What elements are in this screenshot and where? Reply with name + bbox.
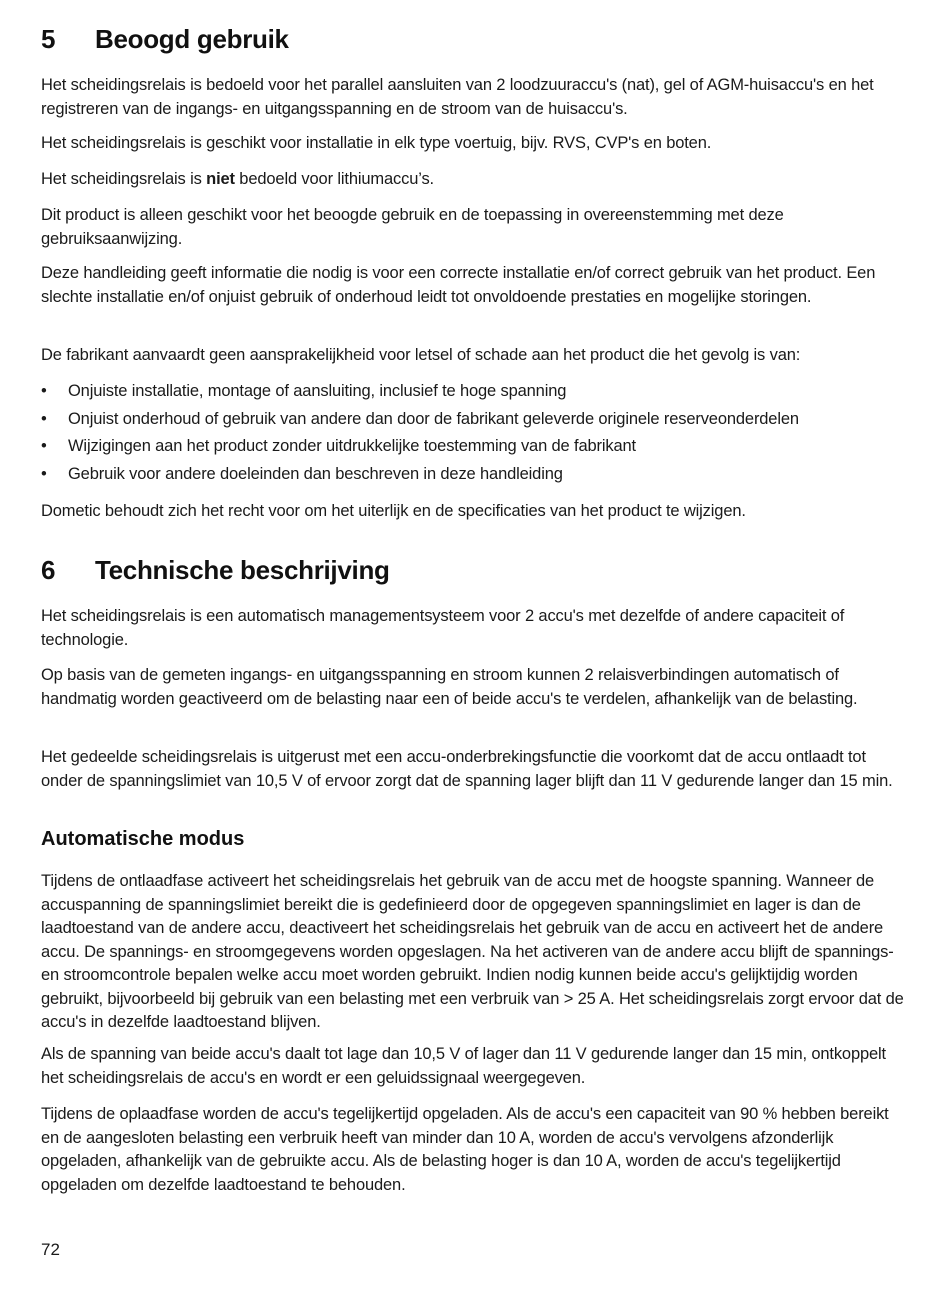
paragraph: Tijdens de oplaadfase worden de accu's tegelijkertijd opgeladen. Als de accu's een capaciteit van 90 % hebben bereikt en de aangesloten belasting een verbruik heeft van minder dan 10 A, worden de accu's vervolgens afzonderlijk opgeladen, afhankelijk van de gebruikte accu. Als de belasting hoger is dan 10 A, worden de accu's tegelijkertijd opgeladen om dezelfde laadtoestand te behouden.: [41, 1105, 889, 1194]
text-after: bedoeld voor lithiumaccu’s.: [234, 170, 434, 188]
section-6-number: 6: [41, 555, 56, 585]
section-5-heading: [41, 24, 289, 55]
section-5-paragraph-3: [41, 168, 909, 192]
list-item: [41, 408, 909, 432]
section-6-paragraph-5: [41, 1043, 909, 1090]
emphasis-not: niet: [206, 170, 235, 188]
section-5-paragraph-4: [41, 204, 909, 251]
paragraph: Het scheidingsrelais is bedoeld voor het parallel aansluiten van 2 loodzuuraccu's (nat), gel of AGM-huisaccu's en het registreren van de ingangs- en uitgangsspanning en de stroom van de huisaccu's.: [41, 76, 874, 118]
paragraph: Het scheidingsrelais is geschikt voor installatie in elk type voertuig, bijv. RVS, CVP's en boten.: [41, 134, 712, 152]
section-5-number: 5: [41, 24, 56, 54]
list-item-text: Onjuist onderhoud of gebruik van andere dan door de fabrikant geleverde originele reserveonderdelen: [68, 409, 799, 428]
section-6-title: Technische beschrijving: [95, 555, 390, 585]
paragraph: Als de spanning van beide accu's daalt tot lage dan 10,5 V of lager dan 11 V gedurende langer dan 15 min, ontkoppelt het scheidingsrelais de accu's en wordt er een geluidssignaal weergegeven.: [41, 1045, 886, 1087]
section-5-title: Beoogd gebruik: [95, 24, 289, 54]
paragraph: Het gedeelde scheidingsrelais is uitgerust met een accu-onderbrekingsfunctie die voorkomt dat de accu ontlaadt tot onder de spanningslimiet van 10,5 V of ervoor zorgt dat de spanning lager blijft dan 11 V gedurende langer dan 15 min.: [41, 748, 893, 790]
list-item-text: Wijzigingen aan het product zonder uitdrukkelijke toestemming van de fabrikant: [68, 437, 636, 455]
section-6-paragraph-4: [41, 870, 909, 1035]
section-5-paragraph-2: [41, 132, 909, 156]
section-6-paragraph-3: [41, 746, 909, 793]
paragraph: Het scheidingsrelais is een automatisch managementsysteem voor 2 accu's met dezelfde of andere capaciteit of technologie.: [41, 607, 845, 649]
section-5-paragraph-5: [41, 262, 909, 309]
list-item-text: Gebruik voor andere doeleinden dan beschreven in deze handleiding: [68, 464, 563, 483]
paragraph: [41, 168, 909, 192]
section-6-paragraph-1: [41, 605, 909, 652]
text-before: Het scheidingsrelais is: [41, 170, 207, 188]
page-number: 72: [41, 1240, 60, 1259]
bullet-list: [41, 380, 909, 490]
bullet-icon: •: [41, 464, 47, 483]
section-5-paragraph-7: [41, 500, 909, 524]
paragraph: Deze handleiding geeft informatie die nodig is voor een correcte installatie en/of correct gebruik van het product. Een slechte installatie en/of onjuist gebruik of onderhoud leidt tot onvoldoende prestaties en mogelijke storingen.: [41, 264, 876, 306]
bullet-icon: •: [41, 382, 47, 400]
list-item: [41, 435, 909, 459]
paragraph: Dometic behoudt zich het recht voor om het uiterlijk en de specificaties van het product te wijzigen.: [41, 502, 746, 520]
section-6-heading: [41, 555, 390, 586]
paragraph: Tijdens de ontlaadfase activeert het scheidingsrelais het gebruik van de accu met de hoogste spanning. Wanneer de accuspanning de spanningslimiet bereikt die is gedefinieerd door de opgegeven spanningslimiet en lager is dan de laadtoestand van de andere accu, deactiveert het scheidingsrelais het gebruik van de accu en activeert het de andere accu. De spannings- en stroomgegevens worden opgeslagen. Na het activeren van de andere accu blijft de spannings- en stroomcontrole bepalen welke accu moet worden gebruikt. Indien nodig kunnen beide accu's gelijktijdig worden gebruikt, bijvoorbeeld bij gebruik van een belasting met een verbruik van > 25 A. Het scheidingsrelais zorgt ervoor dat de accu's in dezelfde laadtoestand blijven.: [41, 872, 904, 1031]
paragraph: Op basis van de gemeten ingangs- en uitgangsspanning en stroom kunnen 2 relaisverbindingen automatisch of handmatig worden geactiveerd om de belasting naar een of beide accu's te verdelen, afhankelijk van de belasting.: [41, 666, 858, 708]
list-item-text: Onjuiste installatie, montage of aansluiting, inclusief te hoge spanning: [68, 382, 567, 400]
paragraph: De fabrikant aanvaardt geen aansprakelijkheid voor letsel of schade aan het product die het gevolg is van:: [41, 346, 801, 364]
bullet-icon: •: [41, 409, 47, 428]
section-6-paragraph-2: [41, 664, 909, 711]
section-5-paragraph-1: [41, 74, 909, 121]
section-5-paragraph-6: [41, 344, 909, 368]
bullet-icon: •: [41, 437, 47, 455]
automatic-mode-heading: Automatische modus: [41, 828, 245, 850]
paragraph: Dit product is alleen geschikt voor het beoogde gebruik en de toepassing in overeenstemming met deze gebruiksaanwijzing.: [41, 206, 784, 248]
list-item: [41, 380, 909, 404]
list-item: [41, 463, 909, 487]
section-6-paragraph-6: [41, 1103, 909, 1197]
